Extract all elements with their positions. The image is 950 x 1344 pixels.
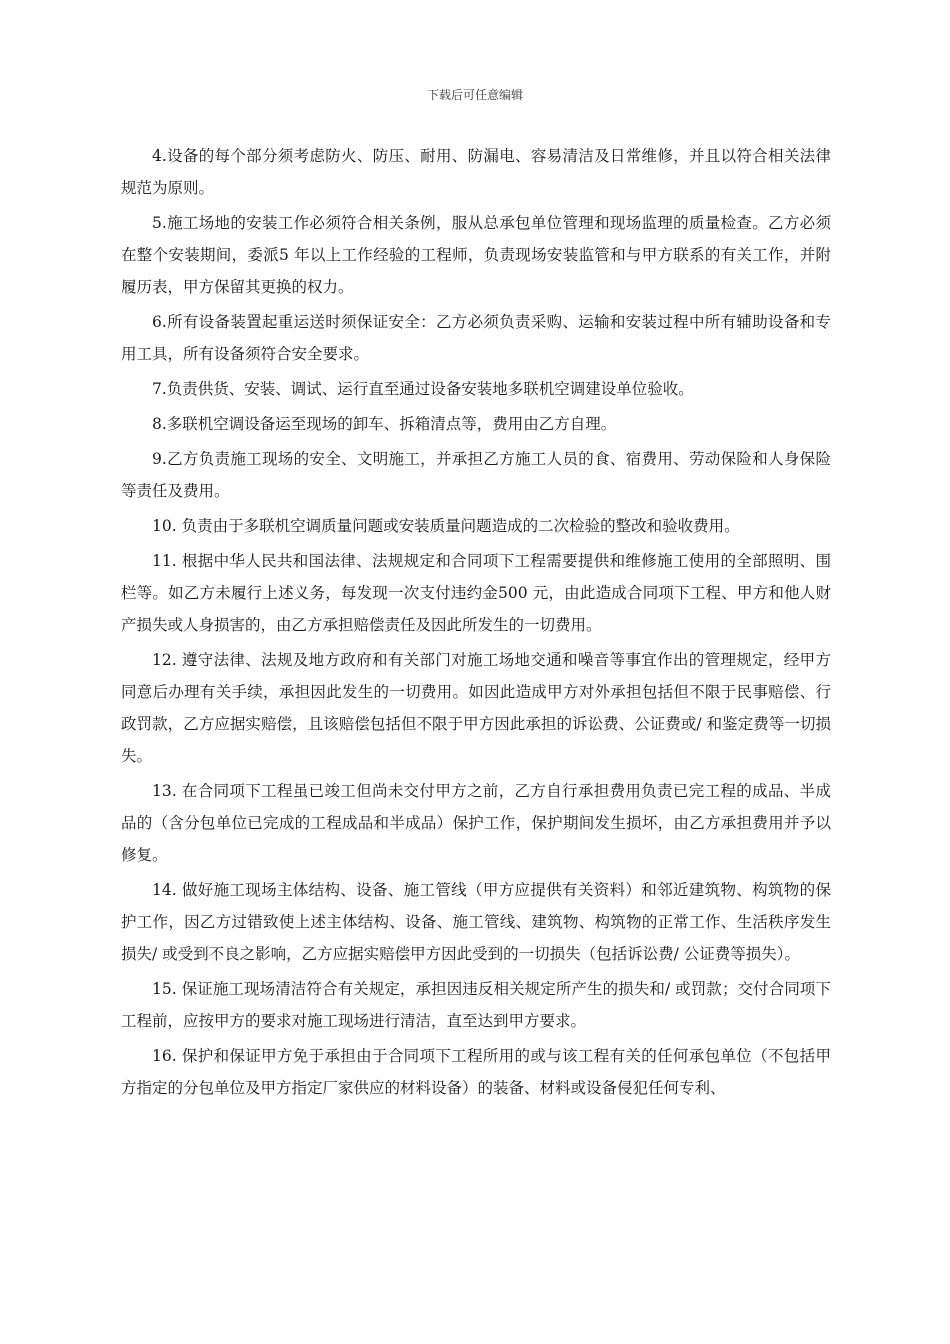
clause-8: 8.多联机空调设备运至现场的卸车、拆箱清点等，费用由乙方自理。 [152, 415, 617, 433]
clause-12: 12. 遵守法律、法规及地方政府和有关部门对施工场地交通和噪音等事宜作出的管理规定，经甲方同意后办理有关手续，承担因此发生的一切费用。如因此造成甲方对外承担包括但不限于民事赔偿、行政罚款，乙方应据实赔偿，且该赔偿包括但不限于甲方因此承担的诉讼费、公证费或/ 和鉴定费等一切损失。 [121, 651, 831, 765]
clause-5: 5.施工场地的安装工作必须符合相关条例，服从总承包单位管理和现场监理的质量检查。乙方必须在整个安装期间，委派5 年以上工作经验的工程师，负责现场安装监管和与甲方联系的有关工作，并附履历表，甲方保留其更换的权力。 [121, 214, 831, 296]
clause-16: 16. 保护和保证甲方免于承担由于合同项下工程所用的或与该工程有关的任何承包单位（不包括甲方指定的分包单位及甲方指定厂家供应的材料设备）的装备、材料或设备侵犯任何专利、 [121, 1047, 831, 1097]
clause-4: 4.设备的每个部分须考虑防火、防压、耐用、防漏电、容易清洁及日常维修，并且以符合相关法律规范为原则。 [121, 147, 831, 197]
page-header: 下载后可任意编辑 [426, 88, 523, 102]
clause-6: 6.所有设备装置起重运送时须保证安全：乙方必须负责采购、运输和安装过程中所有辅助设备和专用工具，所有设备须符合安全要求。 [121, 313, 831, 363]
document-body [121, 140, 831, 1107]
clause-15: 15. 保证施工现场清洁符合有关规定，承担因违反相关规定所产生的损失和/ 或罚款；交付合同项下工程前，应按甲方的要求对施工现场进行清洁，直至达到甲方要求。 [121, 980, 831, 1030]
clause-7: 7.负责供货、安装、调试、运行直至通过设备安装地多联机空调建设单位验收。 [152, 380, 694, 398]
clause-13: 13. 在合同项下工程虽已竣工但尚未交付甲方之前，乙方自行承担费用负责已完工程的成品、半成品的（含分包单位已完成的工程成品和半成品）保护工作，保护期间发生损坏，由乙方承担费用并予以修复。 [121, 782, 831, 864]
clause-11: 11. 根据中华人民共和国法律、法规规定和合同项下工程需要提供和维修施工使用的全部照明、围栏等。如乙方未履行上述义务，每发现一次支付违约金500 元，由此造成合同项下工程、甲方和他人财产损失或人身损害的，由乙方承担赔偿责任及因此所发生的一切费用。 [121, 552, 831, 634]
clause-10: 10. 负责由于多联机空调质量问题或安装质量问题造成的二次检验的整改和验收费用。 [152, 517, 740, 535]
clause-14: 14. 做好施工现场主体结构、设备、施工管线（甲方应提供有关资料）和邻近建筑物、构筑物的保护工作，因乙方过错致使上述主体结构、设备、施工管线、建筑物、构筑物的正常工作、生活秩序发生损失/ 或受到不良之影响，乙方应据实赔偿甲方因此受到的一切损失（包括诉讼费/ 公证费等损失）。 [121, 881, 831, 963]
clause-9: 9.乙方负责施工现场的安全、文明施工，并承担乙方施工人员的食、宿费用、劳动保险和人身保险等责任及费用。 [121, 450, 831, 500]
